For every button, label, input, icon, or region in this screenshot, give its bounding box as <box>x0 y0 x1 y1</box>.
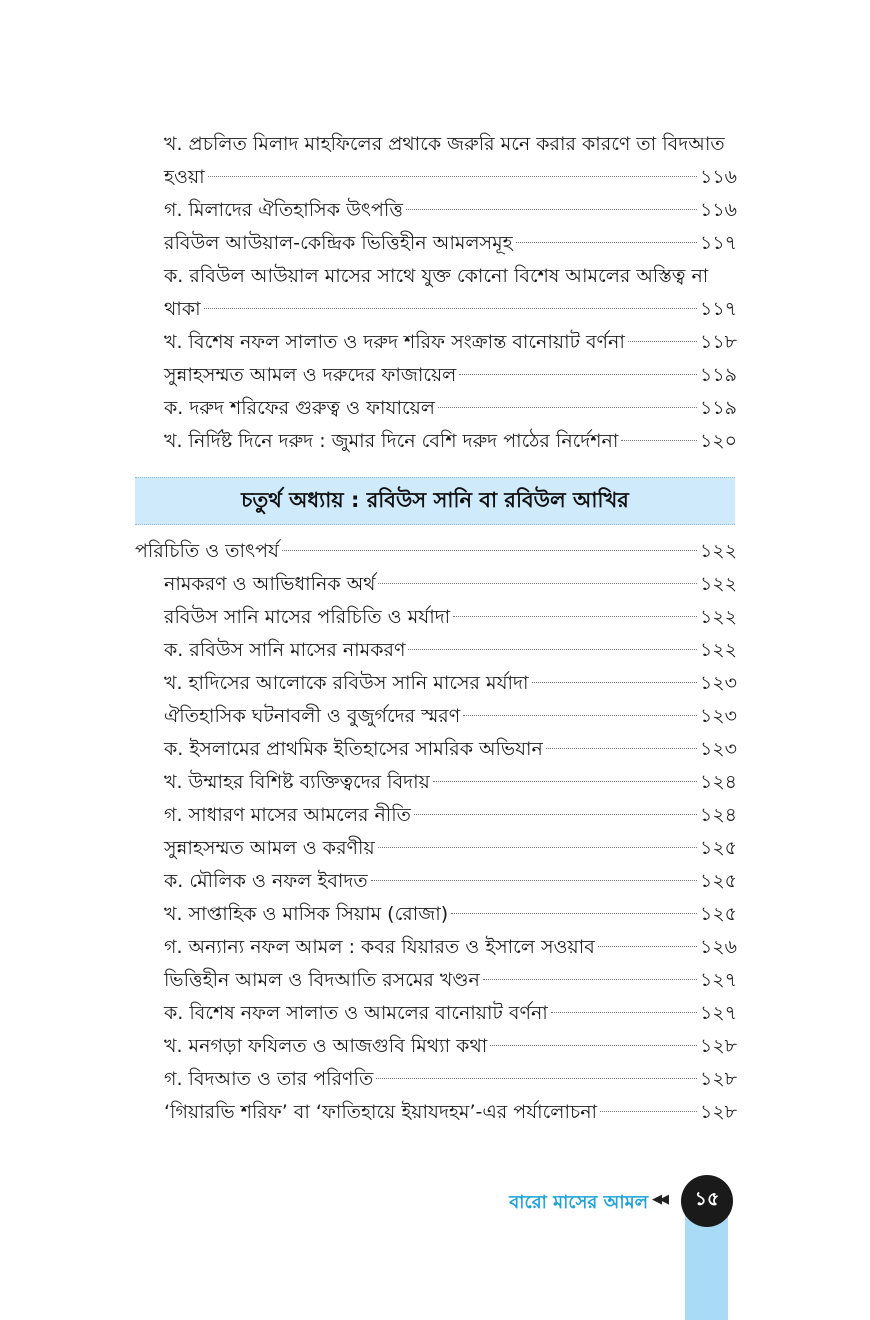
toc-entry-text: গ. বিদআত ও তার পরিণতি <box>164 1068 374 1090</box>
toc-entry-text: ক. ইসলামের প্রাথমিক ইতিহাসের সামরিক অভিযান <box>164 738 543 760</box>
toc-page-number: ১২২ <box>699 606 737 628</box>
toc-entry <box>164 898 737 931</box>
toc-entry <box>164 1063 737 1096</box>
toc-entry-text: পরিচিতি ও তাৎপর্য <box>135 540 279 562</box>
page-number: ১৫ <box>694 1188 720 1210</box>
toc-page-number: ১২৫ <box>699 837 737 859</box>
dot-leader <box>546 748 697 749</box>
toc-page-number: ১২৭ <box>699 969 737 991</box>
dot-leader <box>598 946 697 947</box>
toc-entry-text: নামকরণ ও আভিধানিক অর্থ <box>164 573 376 595</box>
footer-color-bar <box>685 1214 728 1320</box>
toc-page-number: ১২৭ <box>699 1002 737 1024</box>
toc-entry-text: ক. রবিউস সানি মাসের নামকরণ <box>164 639 406 661</box>
dot-leader <box>438 407 697 408</box>
dot-leader <box>463 715 697 716</box>
dot-leader <box>282 550 697 551</box>
toc-entry <box>164 766 737 799</box>
toc-entry <box>164 700 737 733</box>
toc-entry-text: খ. উম্মাহর বিশিষ্ট ব্যক্তিত্বদের বিদায় <box>164 771 430 793</box>
toc-entry-text: খ. মনগড়া ফযিলত ও আজগুবি মিথ্যা কথা <box>164 1035 488 1057</box>
toc-entry <box>164 634 737 667</box>
toc-entry-text: খ. নির্দিষ্ট দিনে দরুদ : জুমার দিনে বেশি দরুদ পাঠের নির্দেশনা <box>164 430 619 452</box>
toc-entry-text: গ. সাধারণ মাসের আমলের নীতি <box>164 804 411 826</box>
toc-page-number: ১১৯ <box>700 397 737 419</box>
dot-leader <box>532 682 697 683</box>
toc-entry <box>164 227 737 260</box>
toc-entry-text: ক. মৌলিক ও নফল ইবাদত <box>164 870 368 892</box>
toc-page-number: ১২৮ <box>699 1035 737 1057</box>
chapter-heading: চতুর্থ অধ্যায় : রবিউস সানি বা রবিউল আখির <box>241 487 629 512</box>
toc-page-number: ১১৮ <box>700 331 737 353</box>
toc-entry-text: গ. মিলাদের ঐতিহাসিক উৎপত্তি <box>164 199 403 221</box>
toc-page-number: ১২২ <box>699 540 737 562</box>
dot-leader <box>490 1045 697 1046</box>
toc-entry-text: ক. বিশেষ নফল সালাত ও আমলের বানোয়াট বর্ণনা <box>164 1002 548 1024</box>
toc-page-number: ১২২ <box>699 573 737 595</box>
dot-leader <box>378 583 696 584</box>
toc-entry <box>164 359 737 392</box>
toc-entry-text: গ. অন্যান্য নফল আমল : কবর যিয়ারত ও ইসালে সওয়াব <box>164 936 595 958</box>
dot-leader <box>453 616 697 617</box>
dot-leader <box>459 374 697 375</box>
dot-leader <box>433 781 697 782</box>
toc-page-number: ১২৫ <box>699 903 737 925</box>
toc-entry-text-line2: হওয়া <box>164 166 205 188</box>
toc-entry <box>164 1030 737 1063</box>
toc-entry <box>135 535 737 568</box>
toc-entry-text: খ. সাপ্তাহিক ও মাসিক সিয়াম (রোজা) <box>164 903 449 925</box>
dot-leader <box>483 979 697 980</box>
toc-entry-text-line1: ক. রবিউল আউয়াল মাসের সাথে যুক্ত কোনো বিশেষ আমলের অস্তিত্ব না <box>164 265 709 287</box>
toc-entry <box>164 997 737 1030</box>
toc-page-number: ১১৭ <box>699 298 737 320</box>
toc-entry <box>164 964 737 997</box>
toc-entry-text-line1: খ. প্রচলিত মিলাদ মাহফিলের প্রথাকে জরুরি মনে করার কারণে তা বিদআত <box>164 133 725 155</box>
toc-entry-text: ক. দরুদ শরিফের গুরুত্ব ও ফাযায়েল <box>164 397 435 419</box>
toc-page-number: ১২৬ <box>699 936 737 958</box>
toc-page-number: ১২২ <box>699 639 737 661</box>
toc-entry <box>164 799 737 832</box>
dot-leader <box>406 209 697 210</box>
footer-book-title: বারো মাসের আমল <box>509 1192 648 1213</box>
chapter-heading-band <box>135 477 735 525</box>
toc-entry-text-line2: থাকা <box>164 298 201 320</box>
toc-page-number: ১২৮ <box>699 1101 737 1123</box>
toc-page-number: ১১৯ <box>700 364 737 386</box>
toc-entry-text: ‘গিয়ারভি শরিফ’ বা ‘ফাতিহায়ে ইয়াযদহম’-এর পর্যালোচনা <box>164 1101 598 1123</box>
toc-page-number: ১১৭ <box>699 232 737 254</box>
toc-page-number: ১২৩ <box>699 705 737 727</box>
toc-entry-text: সুন্নাহসম্মত আমল ও দরুদের ফাজায়েল <box>164 364 457 386</box>
toc-entry <box>164 128 737 194</box>
toc-page-number: ১২৪ <box>699 771 737 793</box>
toc-page-number: ১২৪ <box>699 804 737 826</box>
toc-page-number: ১২৮ <box>699 1068 737 1090</box>
toc-page-number: ১২৫ <box>699 870 737 892</box>
toc-entry <box>164 832 737 865</box>
toc-page-number: ১২৩ <box>699 738 737 760</box>
toc-entry <box>164 568 737 601</box>
toc-entry <box>164 601 737 634</box>
dot-leader <box>208 176 697 177</box>
dot-leader <box>414 814 697 815</box>
toc-page-number: ১২৩ <box>699 672 737 694</box>
dot-leader <box>371 880 697 881</box>
dot-leader <box>408 649 696 650</box>
double-left-arrow-icon: ◀◀ <box>652 1192 666 1207</box>
dot-leader <box>621 440 697 441</box>
toc-entry-text: ভিত্তিহীন আমল ও বিদআতি রসমের খণ্ডন <box>164 969 480 991</box>
dot-leader <box>551 1012 697 1013</box>
toc-entry-text: খ. বিশেষ নফল সালাত ও দরুদ শরিফ সংক্রান্ত বানোয়াট বর্ণনা <box>164 331 625 353</box>
toc-entry-text: সুন্নাহসম্মত আমল ও করণীয় <box>164 837 375 859</box>
dot-leader <box>376 1078 697 1079</box>
toc-page-number: ১২০ <box>699 430 737 452</box>
toc-entry-text: খ. হাদিসের আলোকে রবিউস সানি মাসের মর্যাদা <box>164 672 529 694</box>
toc-entry <box>164 931 737 964</box>
toc-entry <box>164 667 737 700</box>
dot-leader <box>600 1111 697 1112</box>
toc-page-number: ১১৬ <box>699 199 737 221</box>
toc-entry <box>164 194 737 227</box>
page-number-badge <box>681 1175 733 1227</box>
toc-page-number: ১১৬ <box>699 166 737 188</box>
toc-entry <box>164 260 737 326</box>
toc-entry <box>164 733 737 766</box>
toc-entry <box>164 1096 737 1129</box>
dot-leader <box>628 341 697 342</box>
dot-leader <box>451 913 697 914</box>
toc-entry <box>164 326 737 359</box>
dot-leader <box>378 847 697 848</box>
toc-entry <box>164 392 737 425</box>
toc-entry-text: ঐতিহাসিক ঘটনাবলী ও বুজুর্গদের স্মরণ <box>164 705 461 727</box>
dot-leader <box>204 308 697 309</box>
dot-leader <box>516 242 697 243</box>
toc-entry <box>164 865 737 898</box>
toc-entry-text: রবিউস সানি মাসের পরিচিতি ও মর্যাদা <box>164 606 451 628</box>
toc-entry <box>164 425 737 458</box>
toc-entry-text: রবিউল আউয়াল-কেন্দ্রিক ভিত্তিহীন আমলসমূহ <box>164 232 513 254</box>
